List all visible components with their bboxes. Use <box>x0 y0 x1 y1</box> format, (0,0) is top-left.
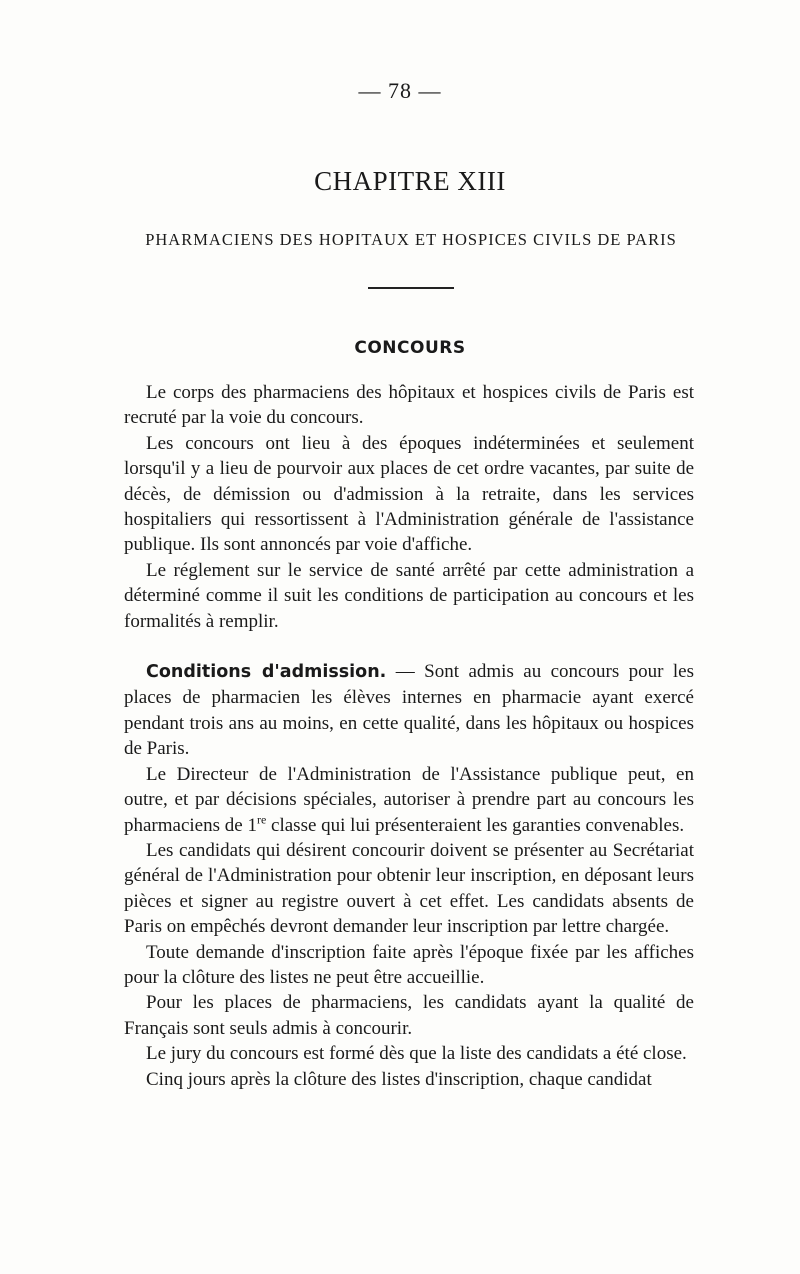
paragraph-text: Le Directeur de l'Administration de l'Assistance publique peut, en outre, et par décisions spéciales, autoriser à prendre part au concours les pharmaciens de <box>124 763 694 836</box>
paragraph-conditions <box>124 659 694 762</box>
heading-rule <box>368 287 454 289</box>
paragraph: Le jury du concours est formé dès que la liste des candidats a été close. <box>146 1043 687 1065</box>
body-text <box>124 380 694 1092</box>
paragraph-text: — Sont admis au concours pour les places de pharmacien les élèves internes en pharmacie ayant exercé pendant trois ans au moins, en cette qualité, dans les hôpitaux ou hospices de Paris. <box>124 661 695 760</box>
paragraph-text: classe qui lui présenteraient les garanties convenables. <box>266 814 685 836</box>
paragraph: Le corps des pharmaciens des hôpitaux et hospices civils de Paris est recruté par la voie du concours. <box>124 382 694 429</box>
paragraph-directeur <box>124 762 694 838</box>
run-in-heading: Conditions d'admission. <box>146 662 387 683</box>
paragraph: Les concours ont lieu à des époques indéterminées et seulement lorsqu'il y a lieu de pourvoir aux places de cet ordre vacantes, par suite de décès, de démission ou d'admission à la retraite, dans les services hospitaliers qui ressortissent à l'Administration générale de l'assistance publique. Ils sont annoncés par voie d'affiche. <box>124 432 694 556</box>
section-heading: PHARMACIENS DES HOPITAUX ET HOSPICES CIVILS DE PARIS <box>145 230 677 249</box>
paragraph: Les candidats qui désirent concourir doivent se présenter au Secrétariat général de l'Administration pour obtenir leur inscription, en déposant leurs pièces et signer au registre ouvert à cet effet. Les candidats absents de Paris on empêchés devront demander leur inscription par lettre chargée. <box>124 839 694 938</box>
paragraph: Le réglement sur le service de santé arrêté par cette administration a déterminé comme il suit les conditions de participation au concours et les formalités à remplir. <box>124 559 694 632</box>
paragraph: Cinq jours après la clôture des listes d'inscription, chaque candidat <box>146 1068 652 1090</box>
page-number: — 78 — <box>358 78 442 103</box>
subheading: CONCOURS <box>354 338 466 358</box>
ordinal-suffix: re <box>256 812 267 827</box>
chapter-title: CHAPITRE XIII <box>314 166 506 196</box>
paragraph: Pour les places de pharmaciens, les candidats ayant la qualité de Français sont seuls admis à concourir. <box>124 992 694 1039</box>
class-number: 1 <box>247 814 257 836</box>
paragraph: Toute demande d'inscription faite après l'époque fixée par les affiches pour la clôture des listes ne peut être accueillie. <box>124 941 694 988</box>
